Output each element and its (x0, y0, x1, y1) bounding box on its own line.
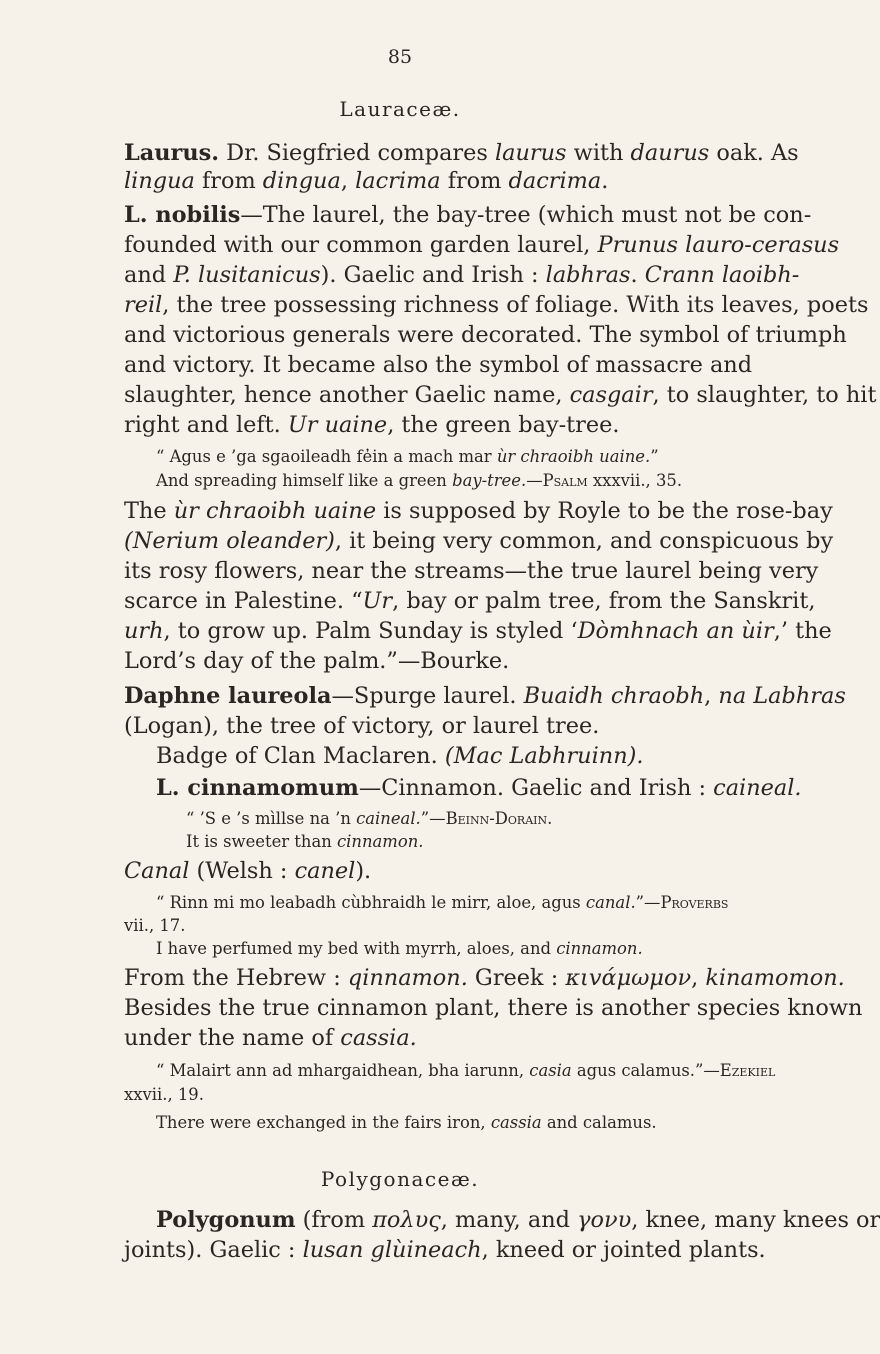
entry-nobilis-line-3: and P. lusitanicus). Gaelic and Irish : labhras. Crann laoibh- (124, 262, 800, 288)
entry-cinnamomum-hebrew-greek: From the Hebrew : qinnamon. Greek : κιvάμωμον, kinamomon. (124, 965, 845, 991)
entry-nobilis-line-8: right and left. Ur uaine, the green bay-tree. (124, 412, 620, 438)
entry-canal-welsh: Canal (Welsh : canel). (124, 858, 372, 884)
entry-nobilis-para-5: urh, to grow up. Palm Sunday is styled ‘Dòmhnach an ùir,’ the (124, 618, 832, 644)
headword-daphne-laureola: Daphne laureola (124, 683, 332, 709)
entry-nobilis-para-6: Lord’s day of the palm.”—Bourke. (124, 648, 510, 674)
entry-cinnamomum-line-1: L. cinnamomum—Cinnamon. Gaelic and Irish : caineal. (156, 775, 802, 801)
section-heading-polygonaceae: Polygonaceæ. (320, 1167, 480, 1191)
quote-ezekiel-gaelic: “ Malairt ann ad mhargaidhean, bha iarunn, casia agus calamus.”—Ezekiel (156, 1061, 776, 1080)
entry-polygonum-line-2: joints). Gaelic : lusan glùineach, kneed or jointed plants. (124, 1237, 766, 1263)
entry-nobilis-line-6: and victory. It became also the symbol of massacre and (124, 352, 753, 378)
entry-cinnamomum-line-besides: Besides the true cinnamon plant, there is another species known (124, 995, 863, 1021)
quote-proverbs-english: I have perfumed my bed with myrrh, aloes, and cinnamon. (156, 939, 643, 958)
quote-sweeter-than-cinnamon: It is sweeter than cinnamon. (186, 832, 424, 851)
headword-laurus: Laurus. (124, 140, 220, 166)
entry-nobilis-line-1: L. nobilis—The laurel, the bay-tree (which must not be con- (124, 202, 812, 228)
quote-english-psalm: And spreading himself like a green bay-tree.—Psalm xxxvii., 35. (156, 471, 683, 490)
entry-nobilis-para-1: The ùr chraoibh uaine is supposed by Royle to be the rose-bay (124, 498, 833, 524)
quote-ezekiel-english: There were exchanged in the fairs iron, cassia and calamus. (156, 1113, 657, 1132)
entry-polygonum-line-1: Polygonum (from πολυς, many, and γονυ, knee, many knees or (156, 1207, 880, 1233)
entry-daphne-line-2: (Logan), the tree of victory, or laurel tree. (124, 713, 600, 739)
entry-nobilis-line-7: slaughter, hence another Gaelic name, casgair, to slaughter, to hit (124, 382, 877, 408)
entry-daphne-line-1: Daphne laureola—Spurge laurel. Buaidh chraobh, na Labhras (124, 683, 846, 709)
section-heading-lauraceae: Lauraceæ. (339, 97, 461, 121)
quote-gaelic-psalm: “ Agus e ’ga sgaoileadh fe̓in a mach mar ùr chraoibh uaine.” (156, 447, 659, 466)
entry-laurus-line-1: Laurus. Dr. Siegfried compares laurus with daurus oak. As (124, 140, 799, 166)
quote-proverbs-reference: vii., 17. (124, 916, 186, 935)
entry-nobilis-para-2: (Nerium oleander), it being very common, and conspicuous by (124, 528, 834, 554)
quote-proverbs-gaelic: “ Rinn mi mo leabadh cùbhraidh le mirr, aloe, agus canal.”—Proverbs (156, 893, 729, 912)
headword-polygonum: Polygonum (156, 1207, 296, 1233)
page-number: 85 (387, 46, 413, 68)
quote-beinn-dorain: “ ’S e ’s mìllse na ’n caineal.”—Beinn-Dorain. (186, 809, 553, 828)
quote-ezekiel-reference: xxvii., 19. (124, 1085, 204, 1104)
entry-nobilis-line-4: reil, the tree possessing richness of foliage. With its leaves, poets (124, 292, 869, 318)
entry-cinnamomum-line-cassia: under the name of cassia. (124, 1025, 417, 1051)
headword-l-nobilis: L. nobilis (124, 202, 241, 228)
entry-nobilis-para-3: its rosy flowers, near the streams—the true laurel being very (124, 558, 819, 584)
entry-nobilis-para-4: scarce in Palestine. “Ur, bay or palm tree, from the Sanskrit, (124, 588, 816, 614)
entry-daphne-line-3: Badge of Clan Maclaren. (Mac Labhruinn). (156, 743, 644, 769)
entry-nobilis-line-2: founded with our common garden laurel, Prunus lauro-cerasus (124, 232, 840, 258)
entry-laurus-line-2: lingua from dingua, lacrima from dacrima. (124, 168, 609, 194)
headword-l-cinnamomum: L. cinnamomum (156, 775, 359, 801)
entry-nobilis-line-5: and victorious generals were decorated. The symbol of triumph (124, 322, 847, 348)
